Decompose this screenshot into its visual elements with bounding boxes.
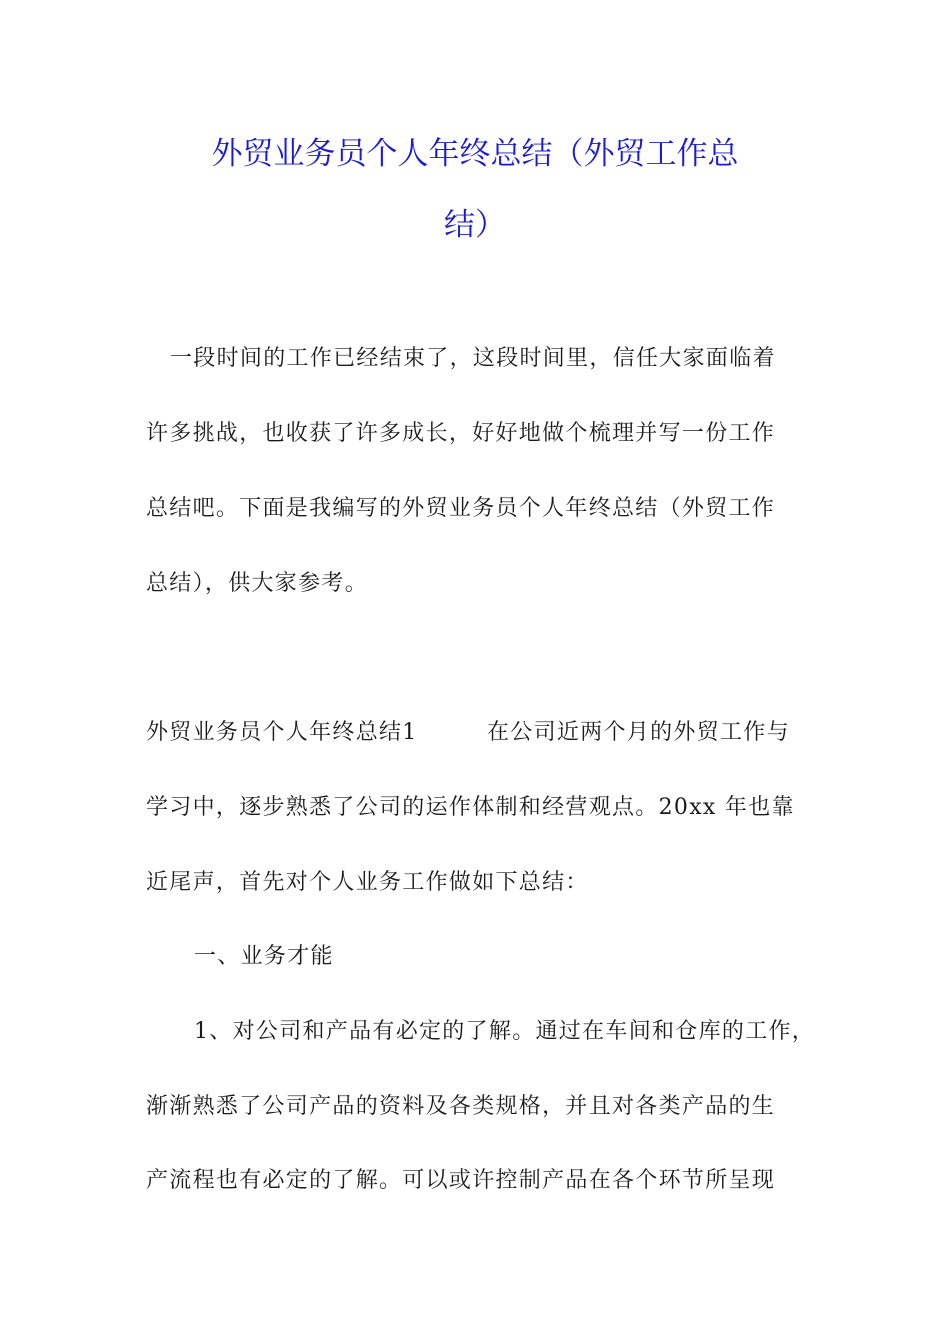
section-text-line-3: 近尾声，首先对个人业务工作做如下总结： (146, 870, 589, 895)
document-title-line-2: 结） (444, 207, 506, 243)
document-title-line-1: 外贸业务员个人年终总结（外贸工作总 (211, 136, 739, 172)
section-heading: 外贸业务员个人年终总结1 (146, 720, 418, 745)
item-text-line-1: 1、对公司和产品有必定的了解。通过在车间和仓库的工作， (194, 1019, 816, 1044)
subheading: 一、业务才能 (194, 944, 334, 969)
intro-line-1: 一段时间的工作已经结束了，这段时间里，信任大家面临着 (170, 346, 776, 371)
intro-line-4: 总结），供大家参考。 (146, 571, 369, 596)
item-text-line-3: 产流程也有必定的了解。可以或许控制产品在各个环节所呈现 (146, 1168, 776, 1193)
item-text-line-2: 渐渐熟悉了公司产品的资料及各类规格，并且对各类产品的生 (146, 1094, 776, 1119)
section-text-line-2: 学习中，逐步熟悉了公司的运作体制和经营观点。20xx 年也靠 (146, 795, 795, 820)
intro-line-3: 总结吧。下面是我编写的外贸业务员个人年终总结（外贸工作 (146, 496, 776, 521)
intro-line-2: 许多挑战，也收获了许多成长，好好地做个梳理并写一份工作 (146, 421, 776, 446)
section-text-line-1: 在公司近两个月的外贸工作与 (487, 720, 790, 745)
